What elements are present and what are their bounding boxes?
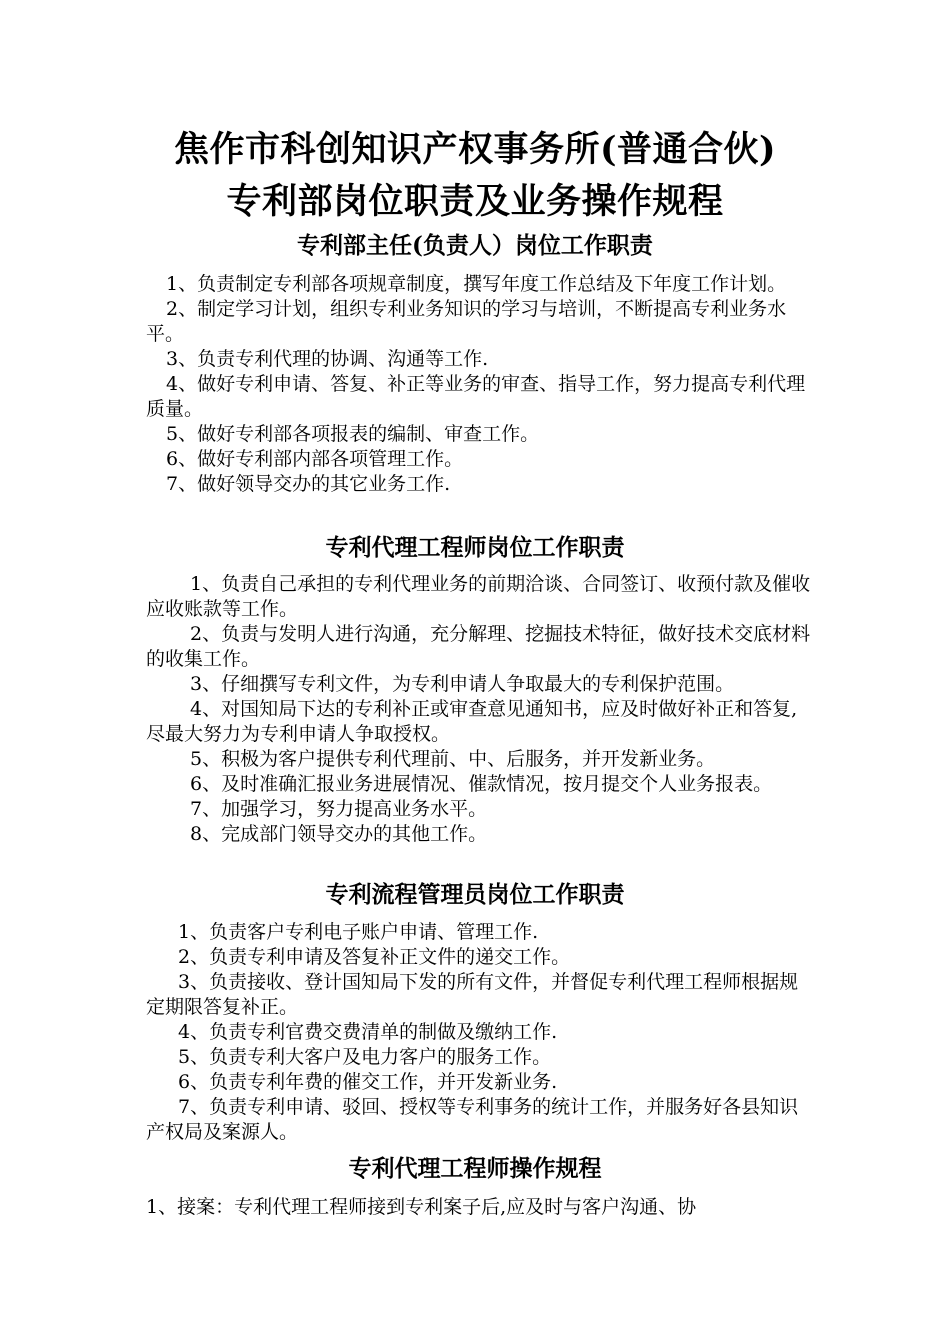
document-title-line-1: 焦作市科创知识产权事务所(普通合伙) bbox=[173, 129, 777, 170]
list-item: 8、完成部门领导交办的其他工作。 bbox=[190, 823, 488, 845]
list-item: 6、做好专利部内部各项管理工作。 bbox=[166, 448, 464, 470]
list-item: 1、负责客户专利电子账户申请、管理工作. bbox=[178, 921, 539, 943]
list-item: 7、负责专利申请、驳回、授权等专利事务的统计工作，并服务好各县知识产权局及案源人。 bbox=[146, 1096, 799, 1143]
section-operating-procedure bbox=[146, 1195, 816, 1220]
section-agent-engineer-duties bbox=[146, 572, 816, 847]
list-item: 5、负责专利大客户及电力客户的服务工作。 bbox=[178, 1046, 552, 1068]
list-item: 3、负责专利代理的协调、沟通等工作. bbox=[166, 348, 489, 370]
section-process-manager-duties bbox=[146, 920, 816, 1145]
list-item: 2、负责专利申请及答复补正文件的递交工作。 bbox=[178, 946, 571, 968]
list-item: 4、负责专利官费交费清单的制做及缴纳工作. bbox=[178, 1021, 558, 1043]
list-item: 6、及时准确汇报业务进展情况、催款情况，按月提交个人业务报表。 bbox=[190, 773, 773, 795]
list-item: 4、做好专利申请、答复、补正等业务的审查、指导工作，努力提高专利代理质量。 bbox=[146, 373, 806, 420]
section-heading-process-manager: 专利流程管理员岗位工作职责 bbox=[325, 881, 625, 908]
list-item: 2、制定学习计划，组织专利业务知识的学习与培训，不断提高专利业务水平。 bbox=[146, 298, 787, 345]
section-heading-operating-procedure: 专利代理工程师操作规程 bbox=[348, 1155, 602, 1182]
document-title-line-2: 专利部岗位职责及业务操作规程 bbox=[226, 181, 724, 222]
list-item: 5、积极为客户提供专利代理前、中、后服务，并开发新业务。 bbox=[190, 748, 716, 770]
list-item: 4、对国知局下达的专利补正或审查意见通知书，应及时做好补正和答复,尽最大努力为专利申请人争取授权。 bbox=[146, 698, 798, 745]
list-item: 7、做好领导交办的其它业务工作. bbox=[166, 473, 451, 495]
list-item: 1、负责制定专利部各项规章制度，撰写年度工作总结及下年度工作计划。 bbox=[166, 273, 787, 295]
list-item: 2、负责与发明人进行沟通，充分解理、挖掘技术特征，做好技术交底材料的收集工作。 bbox=[146, 623, 811, 670]
list-item: 1、负责自己承担的专利代理业务的前期洽谈、合同签订、收预付款及催收应收账款等工作。 bbox=[146, 573, 811, 620]
section-heading-agent-engineer: 专利代理工程师岗位工作职责 bbox=[325, 534, 625, 561]
list-item: 3、负责接收、登计国知局下发的所有文件，并督促专利代理工程师根据规定期限答复补正。 bbox=[146, 971, 799, 1018]
list-item: 7、加强学习，努力提高业务水平。 bbox=[190, 798, 488, 820]
section-director-duties bbox=[146, 272, 816, 497]
list-item: 5、做好专利部各项报表的编制、审查工作。 bbox=[166, 423, 540, 445]
list-item: 1、接案：专利代理工程师接到专利案子后,应及时与客户沟通、协 bbox=[146, 1196, 697, 1218]
list-item: 3、仔细撰写专利文件，为专利申请人争取最大的专利保护范围。 bbox=[190, 673, 735, 695]
list-item: 6、负责专利年费的催交工作，并开发新业务. bbox=[178, 1071, 558, 1093]
section-heading-director: 专利部主任(负责人）岗位工作职责 bbox=[297, 232, 653, 259]
